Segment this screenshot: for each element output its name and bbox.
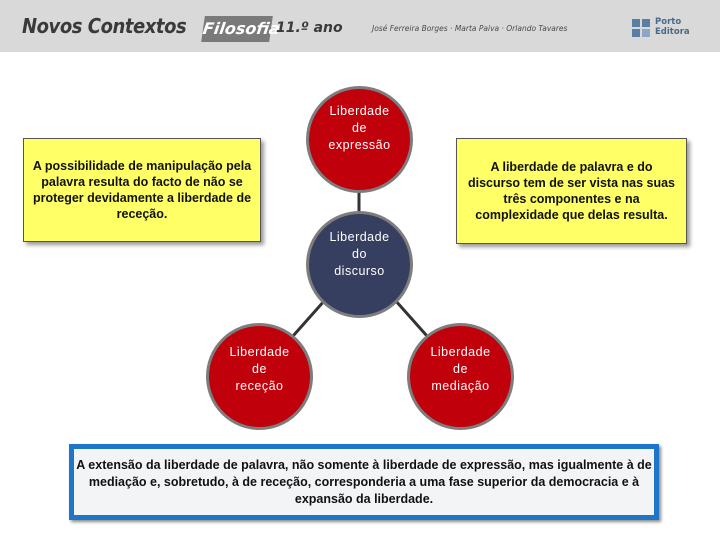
node-liberdade-de-rececao	[206, 323, 313, 430]
node-line: Liberdade	[430, 345, 491, 359]
node-line: Liberdade	[229, 345, 290, 359]
node-line: discurso	[334, 264, 385, 278]
node-line: receção	[235, 379, 284, 393]
node-liberdade-do-discurso	[306, 211, 413, 318]
node-line: de	[352, 121, 367, 135]
note-three-components-text: A liberdade de palavra e do discurso tem de ser vista nas suas três componentes e na complexidade que delas resulta.	[467, 160, 676, 222]
node-line: de	[453, 362, 468, 376]
connector-discourse-mediation	[395, 300, 427, 336]
note-three-components	[456, 138, 687, 244]
authors-line: José Ferreira Borges · Marta Paiva · Orlando Tavares	[372, 24, 568, 33]
brand-title: Novos Contextos	[22, 14, 187, 38]
conclusion-text: A extensão da liberdade de palavra, não somente à liberdade de expressão, mas igualmente à de mediação e, sobretudo, à de receção, corresponderia a uma fase superior da democracia e à expansão da liberdade.	[76, 457, 652, 506]
node-line: expressão	[328, 138, 391, 152]
node-liberdade-de-expressao	[306, 86, 413, 193]
conclusion-box	[69, 444, 659, 520]
note-manipulation-text: A possibilidade de manipulação pela palavra resulta do facto de não se proteger devidamente a liberdade de receção.	[32, 159, 252, 221]
node-line: do	[352, 247, 367, 261]
node-line: Liberdade	[329, 230, 390, 244]
conclusion-inner	[74, 449, 654, 515]
node-line: de	[252, 362, 267, 376]
publisher-line-1: Porto	[655, 17, 682, 27]
node-line: mediação	[431, 379, 490, 393]
node-line: Liberdade	[329, 104, 390, 118]
grade-label: 11.º ano	[276, 20, 343, 36]
note-manipulation	[23, 138, 261, 242]
publisher-line-2: Editora	[655, 26, 690, 37]
connector-discourse-reception	[293, 300, 325, 336]
subject-badge: Filosofia	[201, 16, 273, 42]
node-liberdade-de-mediacao	[407, 323, 514, 430]
